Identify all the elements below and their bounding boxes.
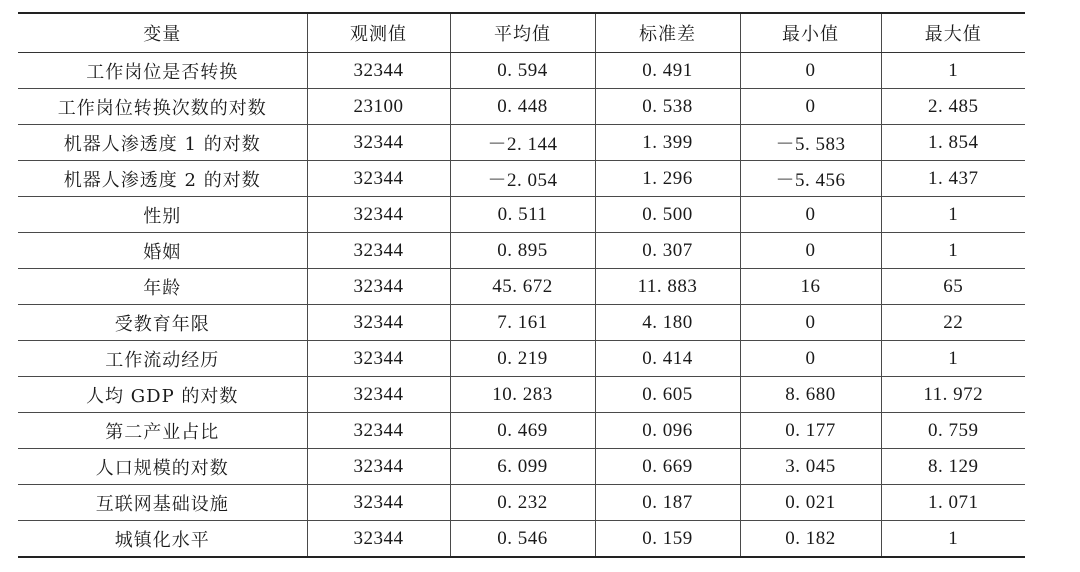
std-dev-cell: 0. 307 [595, 233, 740, 269]
mean-cell: －2. 144 [450, 125, 595, 161]
std-dev-cell: 0. 605 [595, 377, 740, 413]
max-cell: 1 [881, 53, 1025, 89]
observations-cell: 32344 [307, 413, 450, 449]
std-dev-cell: 4. 180 [595, 305, 740, 341]
std-dev-cell: 0. 159 [595, 521, 740, 558]
std-dev-cell: 0. 491 [595, 53, 740, 89]
variable-cell: 工作流动经历 [18, 341, 307, 377]
std-dev-cell: 0. 669 [595, 449, 740, 485]
min-cell: 0 [740, 197, 881, 233]
table-row [18, 413, 1025, 449]
min-cell: 0 [740, 53, 881, 89]
max-cell: 11. 972 [881, 377, 1025, 413]
mean-cell: －2. 054 [450, 161, 595, 197]
max-cell: 1 [881, 233, 1025, 269]
table-row [18, 341, 1025, 377]
min-cell: 0. 182 [740, 521, 881, 558]
min-cell: 0 [740, 305, 881, 341]
header-min: 最小值 [740, 13, 881, 53]
observations-cell: 32344 [307, 305, 450, 341]
min-cell: －5. 583 [740, 125, 881, 161]
max-cell: 65 [881, 269, 1025, 305]
max-cell: 0. 759 [881, 413, 1025, 449]
std-dev-cell: 1. 296 [595, 161, 740, 197]
mean-cell: 0. 895 [450, 233, 595, 269]
header-row [18, 13, 1025, 53]
variable-cell: 性别 [18, 197, 307, 233]
table-row [18, 449, 1025, 485]
table-row [18, 269, 1025, 305]
max-cell: 1 [881, 197, 1025, 233]
variable-cell: 人均 GDP 的对数 [18, 377, 307, 413]
observations-cell: 32344 [307, 53, 450, 89]
variable-cell: 年龄 [18, 269, 307, 305]
table-row [18, 377, 1025, 413]
max-cell: 8. 129 [881, 449, 1025, 485]
mean-cell: 0. 546 [450, 521, 595, 558]
table-row [18, 89, 1025, 125]
mean-cell: 0. 232 [450, 485, 595, 521]
stats-table-container [18, 12, 1025, 558]
observations-cell: 32344 [307, 449, 450, 485]
variable-cell: 婚姻 [18, 233, 307, 269]
min-cell: 0 [740, 89, 881, 125]
mean-cell: 7. 161 [450, 305, 595, 341]
variable-cell: 工作岗位转换次数的对数 [18, 89, 307, 125]
mean-cell: 0. 469 [450, 413, 595, 449]
table-row [18, 53, 1025, 89]
max-cell: 1 [881, 341, 1025, 377]
observations-cell: 32344 [307, 197, 450, 233]
table-body [18, 53, 1025, 558]
max-cell: 1 [881, 521, 1025, 558]
table-row [18, 485, 1025, 521]
observations-cell: 32344 [307, 269, 450, 305]
header-variable: 变量 [18, 13, 307, 53]
variable-cell: 工作岗位是否转换 [18, 53, 307, 89]
observations-cell: 32344 [307, 377, 450, 413]
max-cell: 22 [881, 305, 1025, 341]
descriptive-statistics-table [18, 12, 1025, 558]
observations-cell: 32344 [307, 161, 450, 197]
variable-cell: 受教育年限 [18, 305, 307, 341]
std-dev-cell: 11. 883 [595, 269, 740, 305]
header-max: 最大值 [881, 13, 1025, 53]
variable-cell: 城镇化水平 [18, 521, 307, 558]
std-dev-cell: 0. 096 [595, 413, 740, 449]
std-dev-cell: 0. 538 [595, 89, 740, 125]
table-row [18, 521, 1025, 558]
min-cell: 16 [740, 269, 881, 305]
min-cell: 3. 045 [740, 449, 881, 485]
variable-cell: 第二产业占比 [18, 413, 307, 449]
max-cell: 2. 485 [881, 89, 1025, 125]
observations-cell: 32344 [307, 233, 450, 269]
min-cell: 0. 021 [740, 485, 881, 521]
mean-cell: 0. 448 [450, 89, 595, 125]
table-row [18, 305, 1025, 341]
variable-cell: 机器人渗透度 1 的对数 [18, 125, 307, 161]
std-dev-cell: 0. 187 [595, 485, 740, 521]
min-cell: －5. 456 [740, 161, 881, 197]
mean-cell: 45. 672 [450, 269, 595, 305]
observations-cell: 32344 [307, 485, 450, 521]
mean-cell: 10. 283 [450, 377, 595, 413]
observations-cell: 32344 [307, 341, 450, 377]
table-row [18, 161, 1025, 197]
table-header [18, 13, 1025, 53]
min-cell: 0 [740, 233, 881, 269]
mean-cell: 0. 594 [450, 53, 595, 89]
min-cell: 8. 680 [740, 377, 881, 413]
mean-cell: 6. 099 [450, 449, 595, 485]
observations-cell: 23100 [307, 89, 450, 125]
variable-cell: 机器人渗透度 2 的对数 [18, 161, 307, 197]
max-cell: 1. 437 [881, 161, 1025, 197]
max-cell: 1. 854 [881, 125, 1025, 161]
observations-cell: 32344 [307, 521, 450, 558]
variable-cell: 互联网基础设施 [18, 485, 307, 521]
mean-cell: 0. 511 [450, 197, 595, 233]
variable-cell: 人口规模的对数 [18, 449, 307, 485]
observations-cell: 32344 [307, 125, 450, 161]
table-row [18, 125, 1025, 161]
std-dev-cell: 1. 399 [595, 125, 740, 161]
header-std-dev: 标准差 [595, 13, 740, 53]
min-cell: 0. 177 [740, 413, 881, 449]
std-dev-cell: 0. 500 [595, 197, 740, 233]
table-row [18, 197, 1025, 233]
max-cell: 1. 071 [881, 485, 1025, 521]
min-cell: 0 [740, 341, 881, 377]
std-dev-cell: 0. 414 [595, 341, 740, 377]
table-row [18, 233, 1025, 269]
mean-cell: 0. 219 [450, 341, 595, 377]
header-observations: 观测值 [307, 13, 450, 53]
header-mean: 平均值 [450, 13, 595, 53]
